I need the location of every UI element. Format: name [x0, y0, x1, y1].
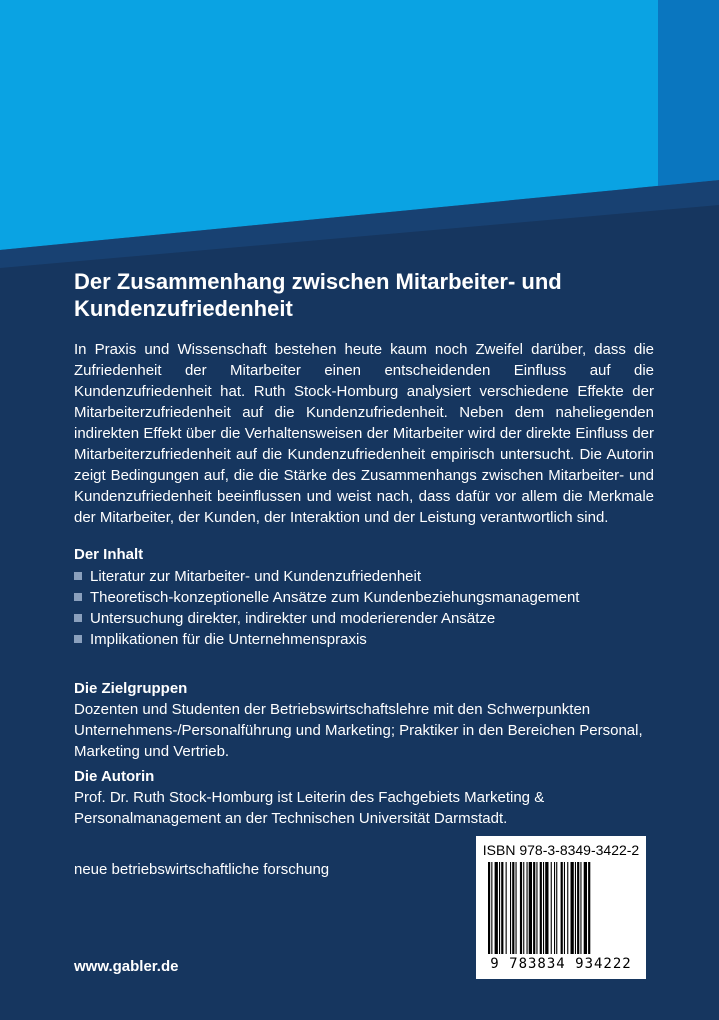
isbn-barcode-box — [476, 836, 646, 979]
barcode-bar — [577, 862, 579, 954]
inhalt-list — [74, 566, 654, 650]
barcode-bar — [543, 862, 544, 954]
inhalt-heading: Der Inhalt — [74, 546, 144, 563]
list-item: Literatur zur Mitarbeiter- und Kundenzufriedenheit — [74, 566, 654, 587]
barcode-bar — [516, 862, 517, 954]
barcode-bar — [554, 862, 555, 954]
autorin-heading: Die Autorin — [74, 768, 155, 785]
barcode-bar — [556, 862, 557, 954]
barcode-bar — [567, 862, 568, 954]
barcode-bar — [529, 862, 532, 954]
barcode-bar — [523, 862, 524, 954]
barcode-bar — [545, 862, 548, 954]
barcode-bar — [506, 862, 507, 954]
barcode-bar — [540, 862, 542, 954]
barcode-bar — [501, 862, 503, 954]
square-bullet-icon — [74, 635, 82, 643]
barcode-bar — [536, 862, 537, 954]
square-bullet-icon — [74, 593, 82, 601]
barcode-bar — [551, 862, 552, 954]
barcode-bar — [520, 862, 522, 954]
barcode-bar — [510, 862, 511, 954]
square-bullet-icon — [74, 572, 82, 580]
barcode-bar — [512, 862, 514, 954]
zielgruppen-text: Dozenten und Studenten der Betriebswirtschaftslehre mit den Schwerpunkten Unternehmens-/Personalführung und Marketing; Praktiker in den Bereichen Personal, Marketing und Vertrieb. — [74, 701, 643, 760]
barcode-bar — [564, 862, 565, 954]
barcode-digits: 9 783834 934222 — [490, 956, 632, 972]
barcode-bar — [533, 862, 535, 954]
barcode-bar — [491, 862, 492, 954]
barcode-bar — [571, 862, 574, 954]
autorin-text: Prof. Dr. Ruth Stock-Homburg ist Leiterin des Fachgebiets Marketing & Personalmanagement an der Technischen Universität Darmstadt. — [74, 789, 545, 827]
book-title: Der Zusammenhang zwischen Mitarbeiter- und Kundenzufriedenheit — [74, 269, 562, 321]
barcode-bar — [588, 862, 590, 954]
series-name: neue betriebswirtschaftliche forschung — [74, 861, 330, 878]
square-bullet-icon — [74, 614, 82, 622]
zielgruppen-heading: Die Zielgruppen — [74, 680, 188, 697]
barcode-icon — [488, 862, 634, 954]
barcode-bar — [499, 862, 500, 954]
barcode-bar — [580, 862, 581, 954]
barcode-bar — [584, 862, 587, 954]
website-link[interactable]: www.gabler.de — [74, 958, 179, 975]
list-item: Theoretisch-konzeptionelle Ansätze zum Kundenbeziehungsmanagement — [74, 587, 654, 608]
isbn-label: ISBN 978-3-8349-3422-2 — [482, 842, 640, 858]
barcode-bar — [495, 862, 498, 954]
barcode-bar — [561, 862, 563, 954]
barcode-bar — [527, 862, 528, 954]
list-item: Implikationen für die Unternehmenspraxis — [74, 629, 654, 650]
top-band-dark — [658, 0, 719, 186]
barcode-bar — [575, 862, 576, 954]
barcode-bar — [488, 862, 490, 954]
list-item: Untersuchung direkter, indirekter und moderierender Ansätze — [74, 608, 654, 629]
intro-paragraph: In Praxis und Wissenschaft bestehen heute kaum noch Zweifel darüber, dass die Zufriedenheit der Mitarbeiter einen entscheidenden Einfluss auf die Kundenzufriedenheit hat. Ruth Stock-Homburg analysiert verschiedene Effekte der Mitarbeiterzufriedenheit auf die Kundenzufriedenheit. Neben dem naheliegenden indirekten Effekt über die Verhaltensweisen der Mitarbeiter wird der direkte Einfluss der Mitarbeiterzufriedenheit auf die Kundenzufriedenheit empirisch untersucht. Die Autorin zeigt Bedingungen auf, die die Stärke des Zusammenhangs zwischen Mitarbeiter- und Kundenzufriedenheit beeinflussen und weist nach, dass dafür vor allem die Merkmale der Mitarbeiter, der Kunden, der Interaktion und der Leistung verantwortlich sind. — [74, 341, 654, 526]
